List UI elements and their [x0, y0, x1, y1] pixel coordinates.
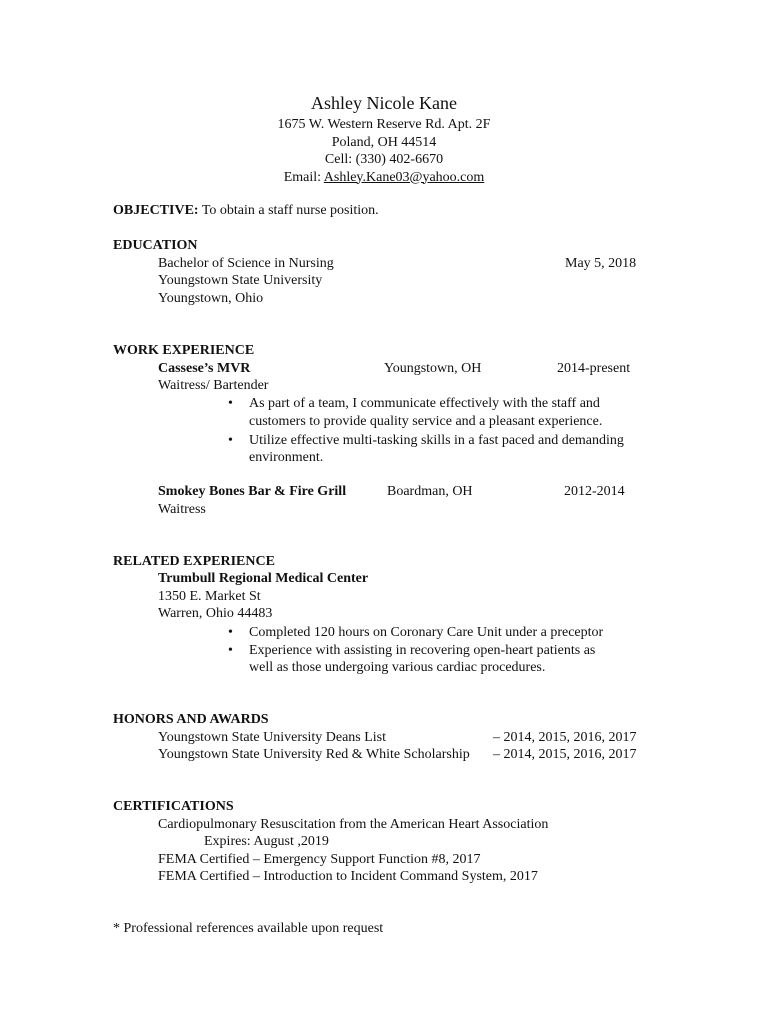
- email-label: Email:: [283, 169, 324, 185]
- job1-bullet2-line2: environment.: [249, 450, 324, 465]
- honor2-name: Youngstown State University Red & White Scholarship: [158, 747, 470, 762]
- certifications-heading: CERTIFICATIONS: [113, 799, 234, 814]
- cert-fema-2: FEMA Certified – Introduction to Incident Command System, 2017: [158, 869, 538, 884]
- cert-cpr-expires: Expires: August ,2019: [204, 834, 329, 849]
- honor1-name: Youngstown State University Deans List: [158, 730, 387, 745]
- resume-header: [0, 92, 768, 186]
- bullet-marker: •: [228, 396, 233, 411]
- job2-dates: 2012-2014: [564, 484, 625, 499]
- bullet-marker: •: [228, 433, 233, 448]
- work-heading: WORK EXPERIENCE: [113, 343, 255, 358]
- job2-location: Boardman, OH: [387, 484, 473, 499]
- related-street: 1350 E. Market St: [158, 589, 261, 604]
- honor2-years: – 2014, 2015, 2016, 2017: [493, 747, 637, 762]
- cert-fema-1: FEMA Certified – Emergency Support Function #8, 2017: [158, 852, 481, 867]
- education-heading: EDUCATION: [113, 238, 198, 253]
- education-degree: Bachelor of Science in Nursing: [158, 256, 334, 271]
- related-heading: RELATED EXPERIENCE: [113, 554, 275, 569]
- job1-title: Waitress/ Bartender: [158, 378, 269, 393]
- objective-text: To obtain a staff nurse position.: [198, 203, 379, 218]
- related-city: Warren, Ohio 44483: [158, 606, 273, 621]
- references-note: * Professional references available upon request: [113, 921, 384, 936]
- address-line-1: 1675 W. Western Reserve Rd. Apt. 2F: [277, 117, 491, 132]
- cert-cpr: Cardiopulmonary Resuscitation from the American Heart Association: [158, 817, 549, 832]
- cell-phone: Cell: (330) 402-6670: [324, 152, 444, 167]
- education-school: Youngstown State University: [158, 273, 323, 288]
- objective: [113, 202, 379, 220]
- email-link[interactable]: Ashley.Kane03@yahoo.com: [323, 169, 485, 185]
- honors-heading: HONORS AND AWARDS: [113, 712, 269, 727]
- bullet-marker: •: [228, 643, 233, 658]
- address-line-2: Poland, OH 44514: [331, 134, 437, 150]
- job2-employer: Smokey Bones Bar & Fire Grill: [158, 484, 347, 499]
- related-bullet2-line1: Experience with assisting in recovering open-heart patients as: [249, 643, 596, 658]
- job1-location: Youngstown, OH: [384, 361, 482, 376]
- job1-bullet1-line2: customers to provide quality service and a pleasant experience.: [249, 414, 603, 429]
- related-bullet1: Completed 120 hours on Coronary Care Unit under a preceptor: [249, 625, 604, 640]
- honor1-years: – 2014, 2015, 2016, 2017: [493, 730, 637, 745]
- job1-employer: Cassese’s MVR: [158, 361, 251, 376]
- related-org: Trumbull Regional Medical Center: [158, 571, 369, 586]
- education-date: May 5, 2018: [565, 256, 637, 271]
- job1-dates: 2014-present: [557, 361, 631, 376]
- bullet-marker: •: [228, 625, 233, 640]
- objective-label: OBJECTIVE:: [113, 203, 199, 218]
- job2-title: Waitress: [158, 502, 206, 517]
- education-location: Youngstown, Ohio: [158, 291, 264, 306]
- job1-bullet2-line1: Utilize effective multi-tasking skills in a fast paced and demanding: [249, 433, 624, 448]
- related-bullet2-line2: well as those undergoing various cardiac procedures.: [249, 660, 546, 675]
- email-line: [0, 169, 768, 187]
- candidate-name: Ashley Nicole Kane: [311, 93, 457, 113]
- job1-bullet1-line1: As part of a team, I communicate effectively with the staff and: [249, 396, 600, 411]
